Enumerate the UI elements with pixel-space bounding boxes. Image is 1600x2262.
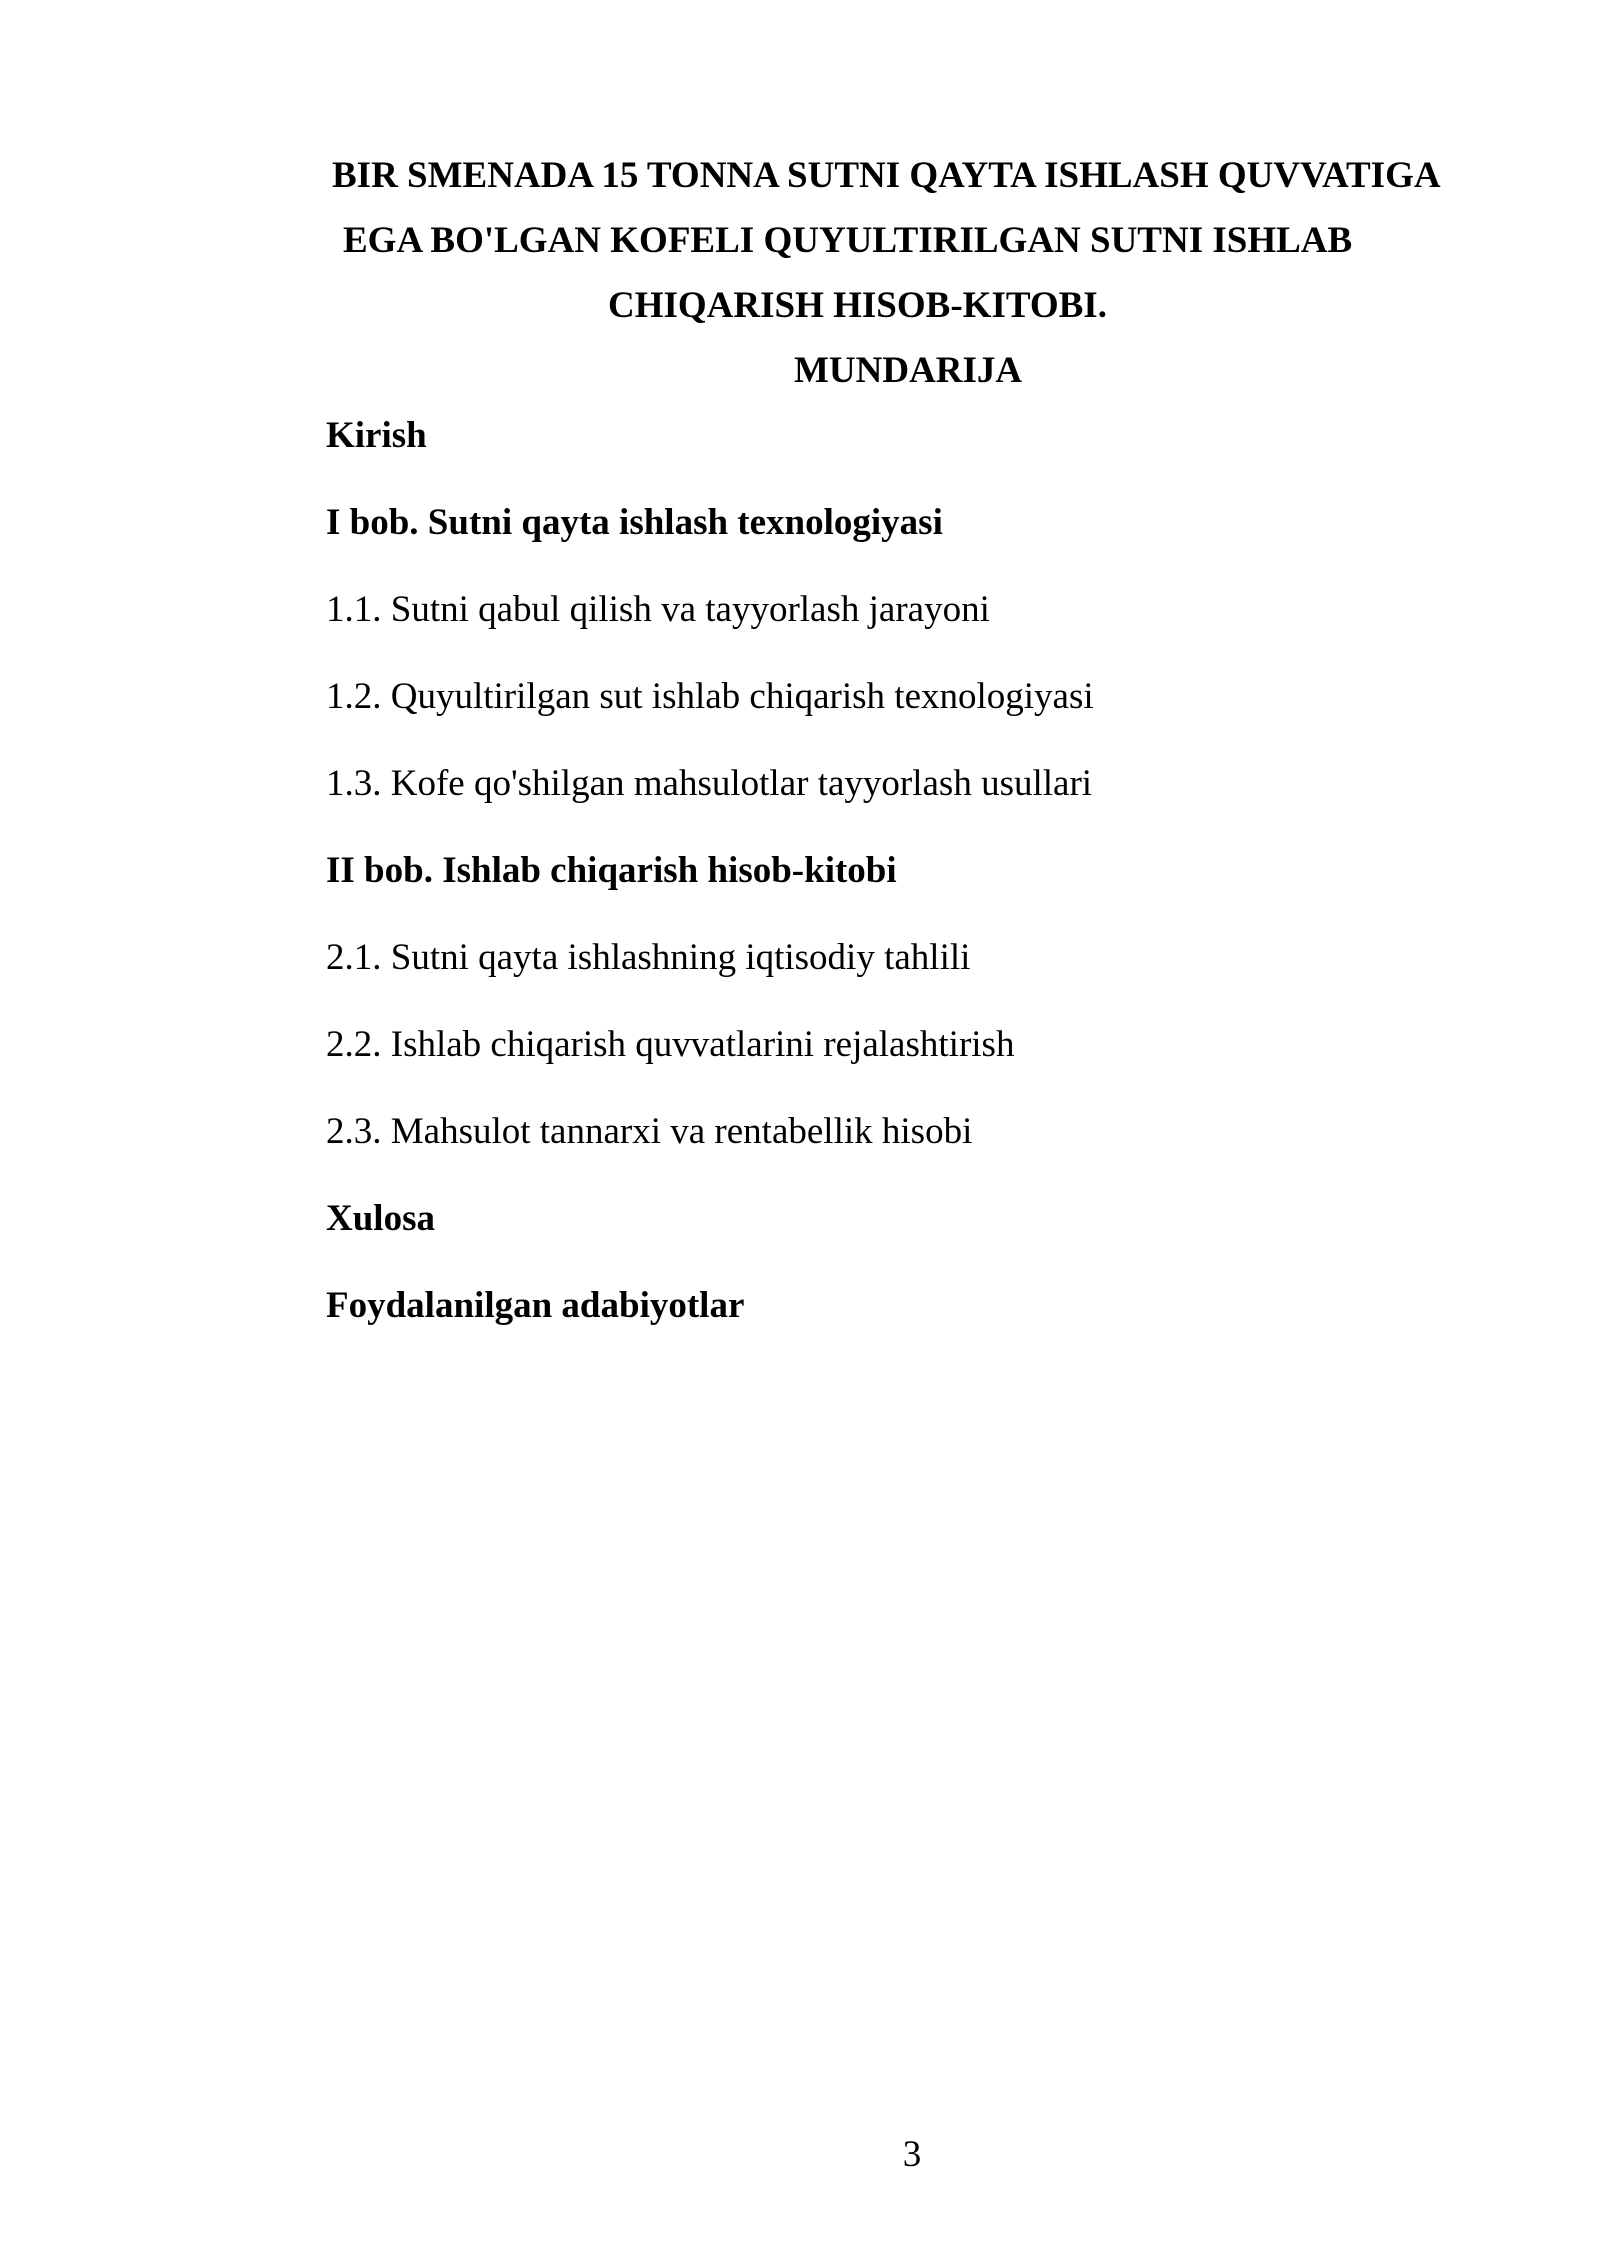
- toc-entry-2-2[interactable]: 2.2. Ishlab chiqarish quvvatlarini rejalashtirish: [326, 1024, 1015, 1065]
- toc-entry-1-3[interactable]: 1.3. Kofe qo'shilgan mahsulotlar tayyorlash usullari: [326, 763, 1093, 804]
- toc-entry-conclusion[interactable]: Xulosa: [326, 1198, 435, 1239]
- toc-entry-1-2[interactable]: 1.2. Quyultirilgan sut ishlab chiqarish texnologiyasi: [326, 676, 1094, 717]
- toc-entry-2-1[interactable]: 2.1. Sutni qayta ishlashning iqtisodiy tahlili: [326, 937, 971, 978]
- toc-entry-chapter-1[interactable]: I bob. Sutni qayta ishlash texnologiyasi: [326, 502, 943, 543]
- toc-entry-1-1[interactable]: 1.1. Sutni qabul qilish va tayyorlash jarayoni: [326, 589, 990, 630]
- toc-entry-chapter-2[interactable]: II bob. Ishlab chiqarish hisob-kitobi: [326, 850, 897, 891]
- toc-entry-2-3[interactable]: 2.3. Mahsulot tannarxi va rentabellik hisobi: [326, 1111, 973, 1152]
- title-line-2: EGA BO'LGAN KOFELI QUYULTIRILGAN SUTNI ISHLAB: [343, 220, 1353, 261]
- toc-entry-references[interactable]: Foydalanilgan adabiyotlar: [326, 1285, 745, 1326]
- title-line-3: CHIQARISH HISOB-KITOBI.: [608, 285, 1107, 326]
- page-number: 3: [902, 2134, 922, 2175]
- contents-heading: MUNDARIJA: [794, 350, 1023, 391]
- title-line-1: BIR SMENADA 15 TONNA SUTNI QAYTA ISHLASH QUVVATIGA: [332, 155, 1441, 196]
- toc-entry-introduction[interactable]: Kirish: [326, 415, 427, 456]
